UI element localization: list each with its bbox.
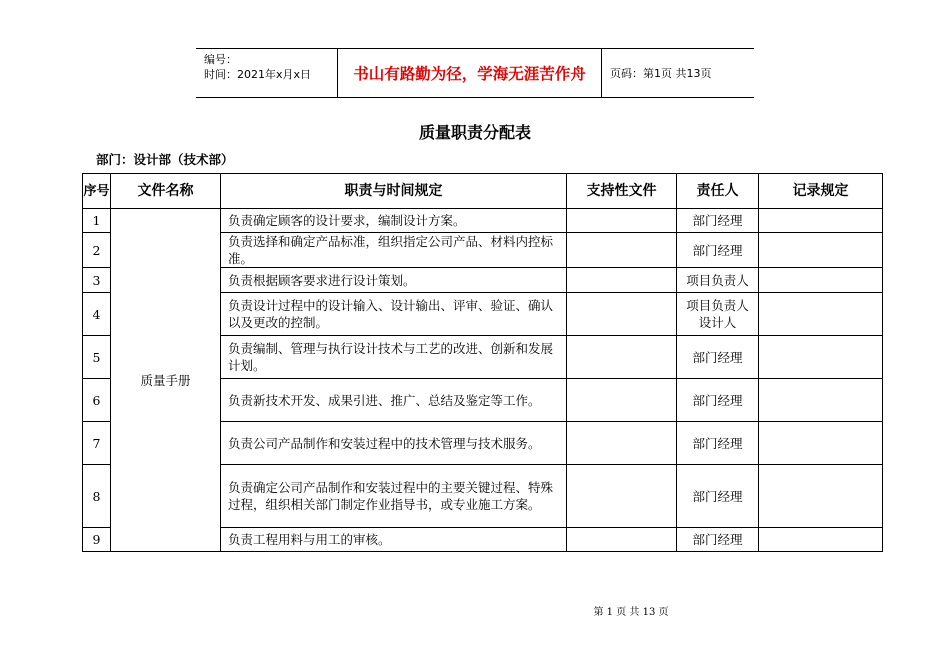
row-no: 9: [83, 528, 111, 552]
row-owner: 部门经理: [677, 465, 759, 528]
row-record: [759, 268, 883, 293]
header-motto: 书山有路勤为径，学海无涯苦作舟: [338, 49, 602, 97]
row-record: [759, 379, 883, 422]
responsibility-table: [82, 173, 883, 552]
row-duty: 负责公司产品制作和安装过程中的技术管理与技术服务。: [221, 422, 567, 465]
col-header-owner: 责任人: [677, 174, 759, 209]
row-support: [567, 422, 677, 465]
row-no: 2: [83, 233, 111, 268]
row-no: 1: [83, 209, 111, 233]
row-support: [567, 465, 677, 528]
row-support: [567, 528, 677, 552]
row-record: [759, 293, 883, 336]
row-support: [567, 293, 677, 336]
row-no: 7: [83, 422, 111, 465]
row-no: 5: [83, 336, 111, 379]
header-meta: [196, 49, 338, 97]
row-record: [759, 336, 883, 379]
row-owner: 部门经理: [677, 528, 759, 552]
date-label: 时间：2021年x月x日: [204, 68, 312, 81]
row-owner: 部门经理: [677, 233, 759, 268]
row-record: [759, 422, 883, 465]
row-owner: 部门经理: [677, 209, 759, 233]
row-record: [759, 209, 883, 233]
file-name-cell: 质量手册: [111, 209, 221, 552]
col-header-file: 文件名称: [111, 174, 221, 209]
code-label: 编号：: [204, 53, 237, 66]
row-owner: 项目负责人 设计人: [677, 293, 759, 336]
col-header-record: 记录规定: [759, 174, 883, 209]
row-duty: 负责选择和确定产品标准，组织指定公司产品、材料内控标准。: [221, 233, 567, 268]
row-duty: 负责确定顾客的设计要求，编制设计方案。: [221, 209, 567, 233]
page-title: 质量职责分配表: [418, 123, 531, 142]
row-no: 3: [83, 268, 111, 293]
row-no: 4: [83, 293, 111, 336]
col-header-duty: 职责与时间规定: [221, 174, 567, 209]
col-header-seq: 序号: [83, 174, 111, 209]
row-support: [567, 336, 677, 379]
row-duty: 负责新技术开发、成果引进、推广、总结及鉴定等工作。: [221, 379, 567, 422]
row-duty: 负责工程用料与用工的审核。: [221, 528, 567, 552]
row-no: 8: [83, 465, 111, 528]
col-header-support: 支持性文件: [567, 174, 677, 209]
row-duty: 负责设计过程中的设计输入、设计输出、评审、验证、确认以及更改的控制。: [221, 293, 567, 336]
row-owner: 项目负责人: [677, 268, 759, 293]
department-label: 部门：设计部（技术部）: [96, 152, 234, 167]
table-header-row: [83, 174, 883, 209]
row-duty: 负责编制、管理与执行设计技术与工艺的改进、创新和发展计划。: [221, 336, 567, 379]
row-support: [567, 268, 677, 293]
row-owner: 部门经理: [677, 422, 759, 465]
row-owner: 部门经理: [677, 379, 759, 422]
page-footer: 第 1 页 共 13 页: [593, 607, 669, 618]
row-record: [759, 233, 883, 268]
row-support: [567, 209, 677, 233]
row-owner: 部门经理: [677, 336, 759, 379]
row-no: 6: [83, 379, 111, 422]
row-record: [759, 465, 883, 528]
row-duty: 负责确定公司产品制作和安装过程中的主要关键过程、特殊过程，组织相关部门制定作业指导书，或专业施工方案。: [221, 465, 567, 528]
table-row: [83, 209, 883, 233]
row-record: [759, 528, 883, 552]
row-support: [567, 379, 677, 422]
row-duty: 负责根据顾客要求进行设计策划。: [221, 268, 567, 293]
row-support: [567, 233, 677, 268]
header-page-label: 页码：第1页 共13页: [610, 67, 712, 80]
document-header: [196, 48, 754, 98]
